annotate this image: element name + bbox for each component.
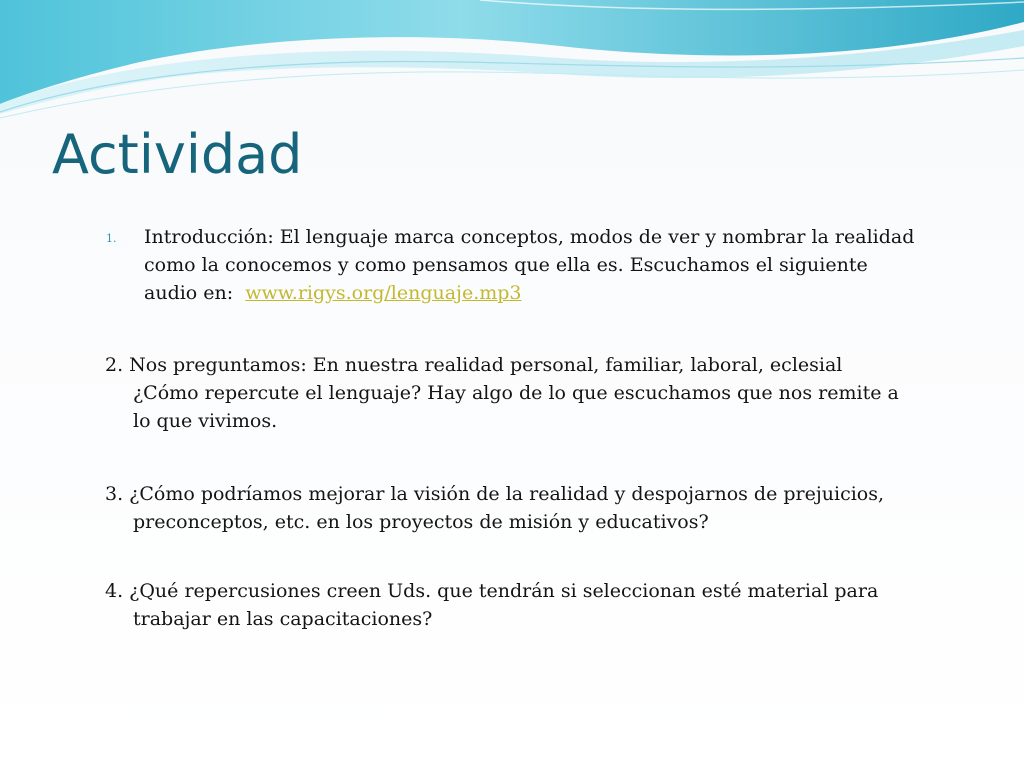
list-item-3: 3. ¿Cómo podríamos mejorar la visión de la realidad y despojarnos de prejuicios, preconceptos, etc. en los proyectos de misión y educativos? [105, 483, 885, 533]
list-item-1 [144, 223, 974, 307]
list-item-2: 2. Nos preguntamos: En nuestra realidad personal, familiar, laboral, eclesial ¿Cómo repercute el lenguaje? Hay algo de lo que escuchamos que nos remite a lo que vivimos. [105, 354, 899, 432]
wave-header-decoration [0, 0, 1024, 140]
list-item-4: 4. ¿Qué repercusiones creen Uds. que tendrán si seleccionan esté material para trabajar en las capacitaciones? [105, 580, 879, 630]
slide-title: Actividad [52, 123, 303, 186]
list-marker-1: 1. [106, 232, 117, 245]
audio-link[interactable]: www.rigys.org/lenguaje.mp3 [245, 282, 522, 304]
list-item-1-text: Introducción: El lenguaje marca conceptos, modos de ver y nombrar la realidad como la conocemos y como pensamos que ella es. Escuchamos el siguiente audio en: [144, 226, 915, 304]
